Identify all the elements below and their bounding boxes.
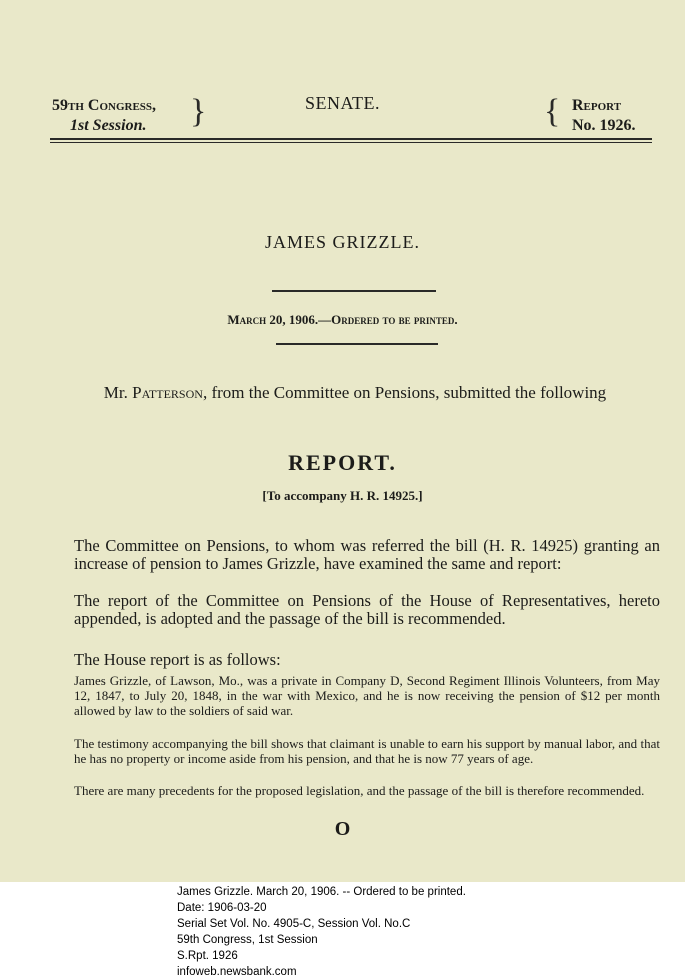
end-mark: O: [334, 818, 351, 840]
document-title: JAMES GRIZZLE.: [265, 232, 420, 252]
left-brace: }: [190, 93, 207, 130]
title-rule-lower: [276, 343, 438, 345]
report-heading: REPORT.: [288, 450, 397, 475]
submitted-prefix: Mr.: [103, 383, 133, 402]
caption-report: S.Rpt. 1926: [177, 950, 238, 962]
caption-serial: Serial Set Vol. No. 4905-C, Session Vol. No.C: [177, 918, 411, 930]
header-rule-top: [50, 138, 652, 140]
caption-source: infoweb.newsbank.com: [177, 966, 297, 978]
body-paragraph: The House report is as follows:: [74, 650, 281, 669]
congress-label: 59th Congress,: [52, 97, 157, 114]
caption-date: Date: 1906-03-20: [177, 902, 267, 914]
right-brace: {: [544, 93, 561, 130]
header-rule-bottom: [50, 142, 652, 143]
house-report-paragraph: There are many precedents for the proposed legislation, and the passage of the bill is therefore recommended.: [74, 783, 645, 798]
house-report-paragraph: James Grizzle, of Lawson, Mo., was a private in Company D, Second Regiment Illinois Volunteers, from May 12, 1847, to July 20, 1848, in the war with Mexico, and he is now receiving the pension of $12 per month allowed by law to the soldiers of said war.: [74, 673, 660, 718]
citation-caption: [177, 884, 677, 980]
submitted-by: [60, 382, 650, 403]
session-label: 1st Session.: [70, 117, 147, 134]
accompany-note: [To accompany H. R. 14925.]: [262, 488, 423, 503]
date-line: [0, 312, 685, 328]
body-paragraph: The Committee on Pensions, to whom was referred the bill (H. R. 14925) granting an increase of pension to James Grizzle, have examined the same and report:: [74, 536, 660, 573]
date-line-text: March 20, 1906.—Ordered to be printed.: [227, 312, 458, 327]
caption-title: James Grizzle. March 20, 1906. -- Ordered to be printed.: [177, 886, 466, 898]
house-report-paragraph: The testimony accompanying the bill shows that claimant is unable to earn his support by manual labor, and that he has no property or income aside from his pension, and that he is now 77 years of age.: [74, 736, 660, 766]
congress-session-block: [52, 96, 156, 136]
report-label: Report: [572, 97, 622, 114]
chamber-label: SENATE.: [305, 93, 380, 113]
report-number: No. 1926.: [572, 117, 636, 134]
report-number-block: [572, 96, 636, 136]
caption-congress: 59th Congress, 1st Session: [177, 934, 318, 946]
senator-name: Patterson: [132, 383, 203, 402]
title-rule-upper: [272, 290, 436, 292]
body-paragraph: The report of the Committee on Pensions of the House of Representatives, hereto appended, is adopted and the passage of the bill is recommended.: [74, 591, 660, 628]
submitted-text: , from the Committee on Pensions, submitted the following: [202, 383, 607, 402]
